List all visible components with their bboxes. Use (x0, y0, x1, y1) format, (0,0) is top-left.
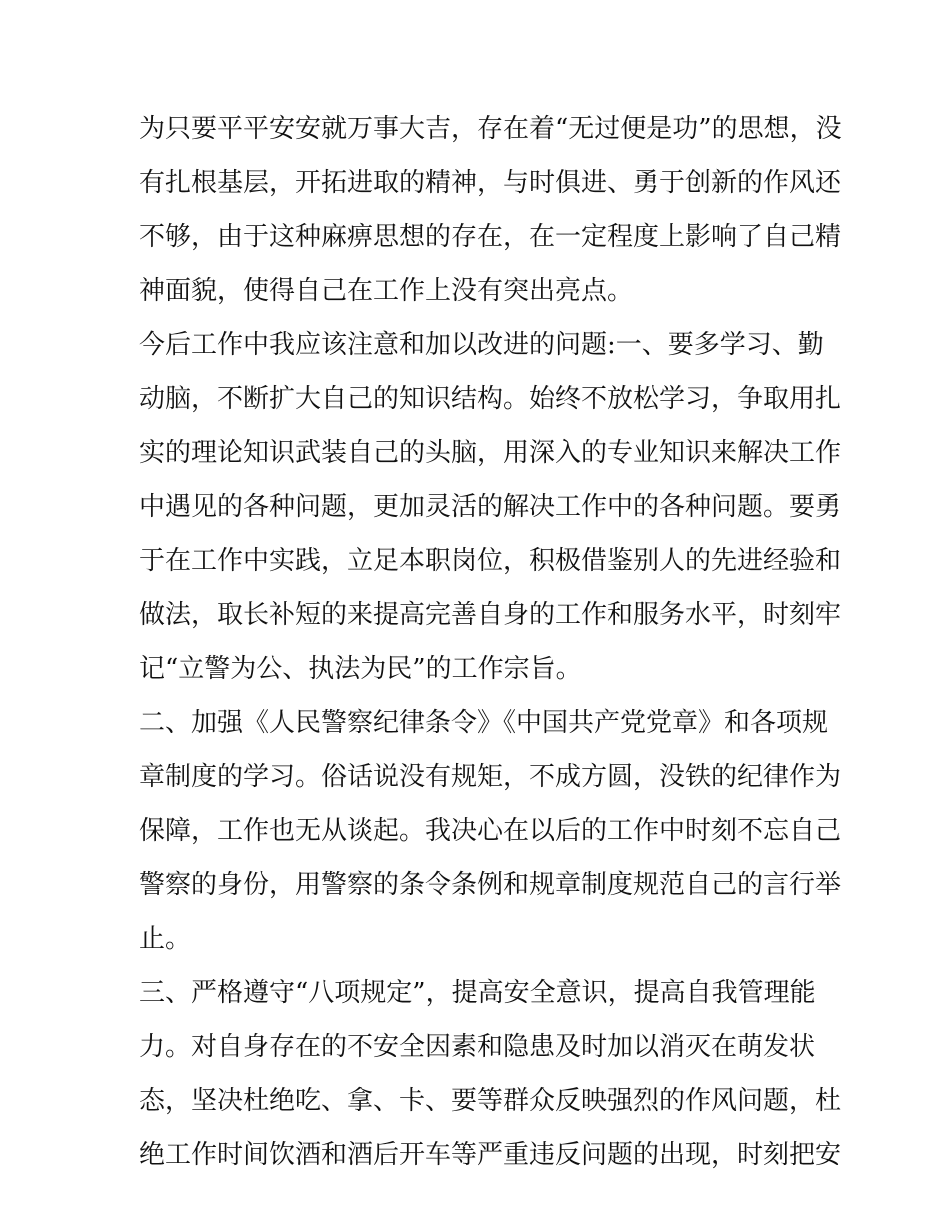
text-line: 二、加强《人民警察纪律条令》《中国共产党党章》和各项规 (139, 708, 829, 738)
text-line: 止。 (139, 924, 192, 954)
text-line: 今后工作中我应该注意和加以改进的问题:一、要多学习、勤 (139, 330, 824, 360)
text-line: 力。对自身存在的不安全因素和隐患及时加以消灭在萌发状 (139, 1032, 816, 1062)
text-line: 记“立警为公、执法为民”的工作宗旨。 (139, 654, 582, 684)
text-line: 三、严格遵守“八项规定”，提高安全意识，提高自我管理能 (139, 978, 816, 1008)
text-line: 态，坚决杜绝吃、拿、卡、要等群众反映强烈的作风问题，杜 (139, 1086, 842, 1116)
text-line: 做法，取长补短的来提高完善自身的工作和服务水平，时刻牢 (139, 600, 842, 630)
text-line: 不够，由于这种麻痹思想的存在，在一定程度上影响了自己精 (139, 222, 842, 252)
text-line: 保障，工作也无从谈起。我决心在以后的工作中时刻不忘自己 (139, 816, 842, 846)
text-line: 动脑，不断扩大自己的知识结构。始终不放松学习，争取用扎 (139, 384, 842, 414)
text-line: 绝工作时间饮酒和酒后开车等严重违反问题的出现，时刻把安 (139, 1140, 842, 1170)
text-line: 于在工作中实践，立足本职岗位，积极借鉴别人的先进经验和 (139, 546, 842, 576)
text-line: 为只要平平安安就万事大吉，存在着“无过便是功”的思想，没 (139, 114, 842, 144)
text-line: 实的理论知识武装自己的头脑，用深入的专业知识来解决工作 (139, 438, 842, 468)
text-line: 章制度的学习。俗话说没有规矩，不成方圆，没铁的纪律作为 (139, 762, 842, 792)
text-line: 有扎根基层，开拓进取的精神，与时俱进、勇于创新的作风还 (139, 168, 842, 198)
text-line: 神面貌，使得自己在工作上没有突出亮点。 (139, 276, 634, 306)
text-line: 警察的身份，用警察的条令条例和规章制度规范自己的言行举 (139, 870, 842, 900)
text-line: 中遇见的各种问题，更加灵活的解决工作中的各种问题。要勇 (139, 492, 842, 522)
